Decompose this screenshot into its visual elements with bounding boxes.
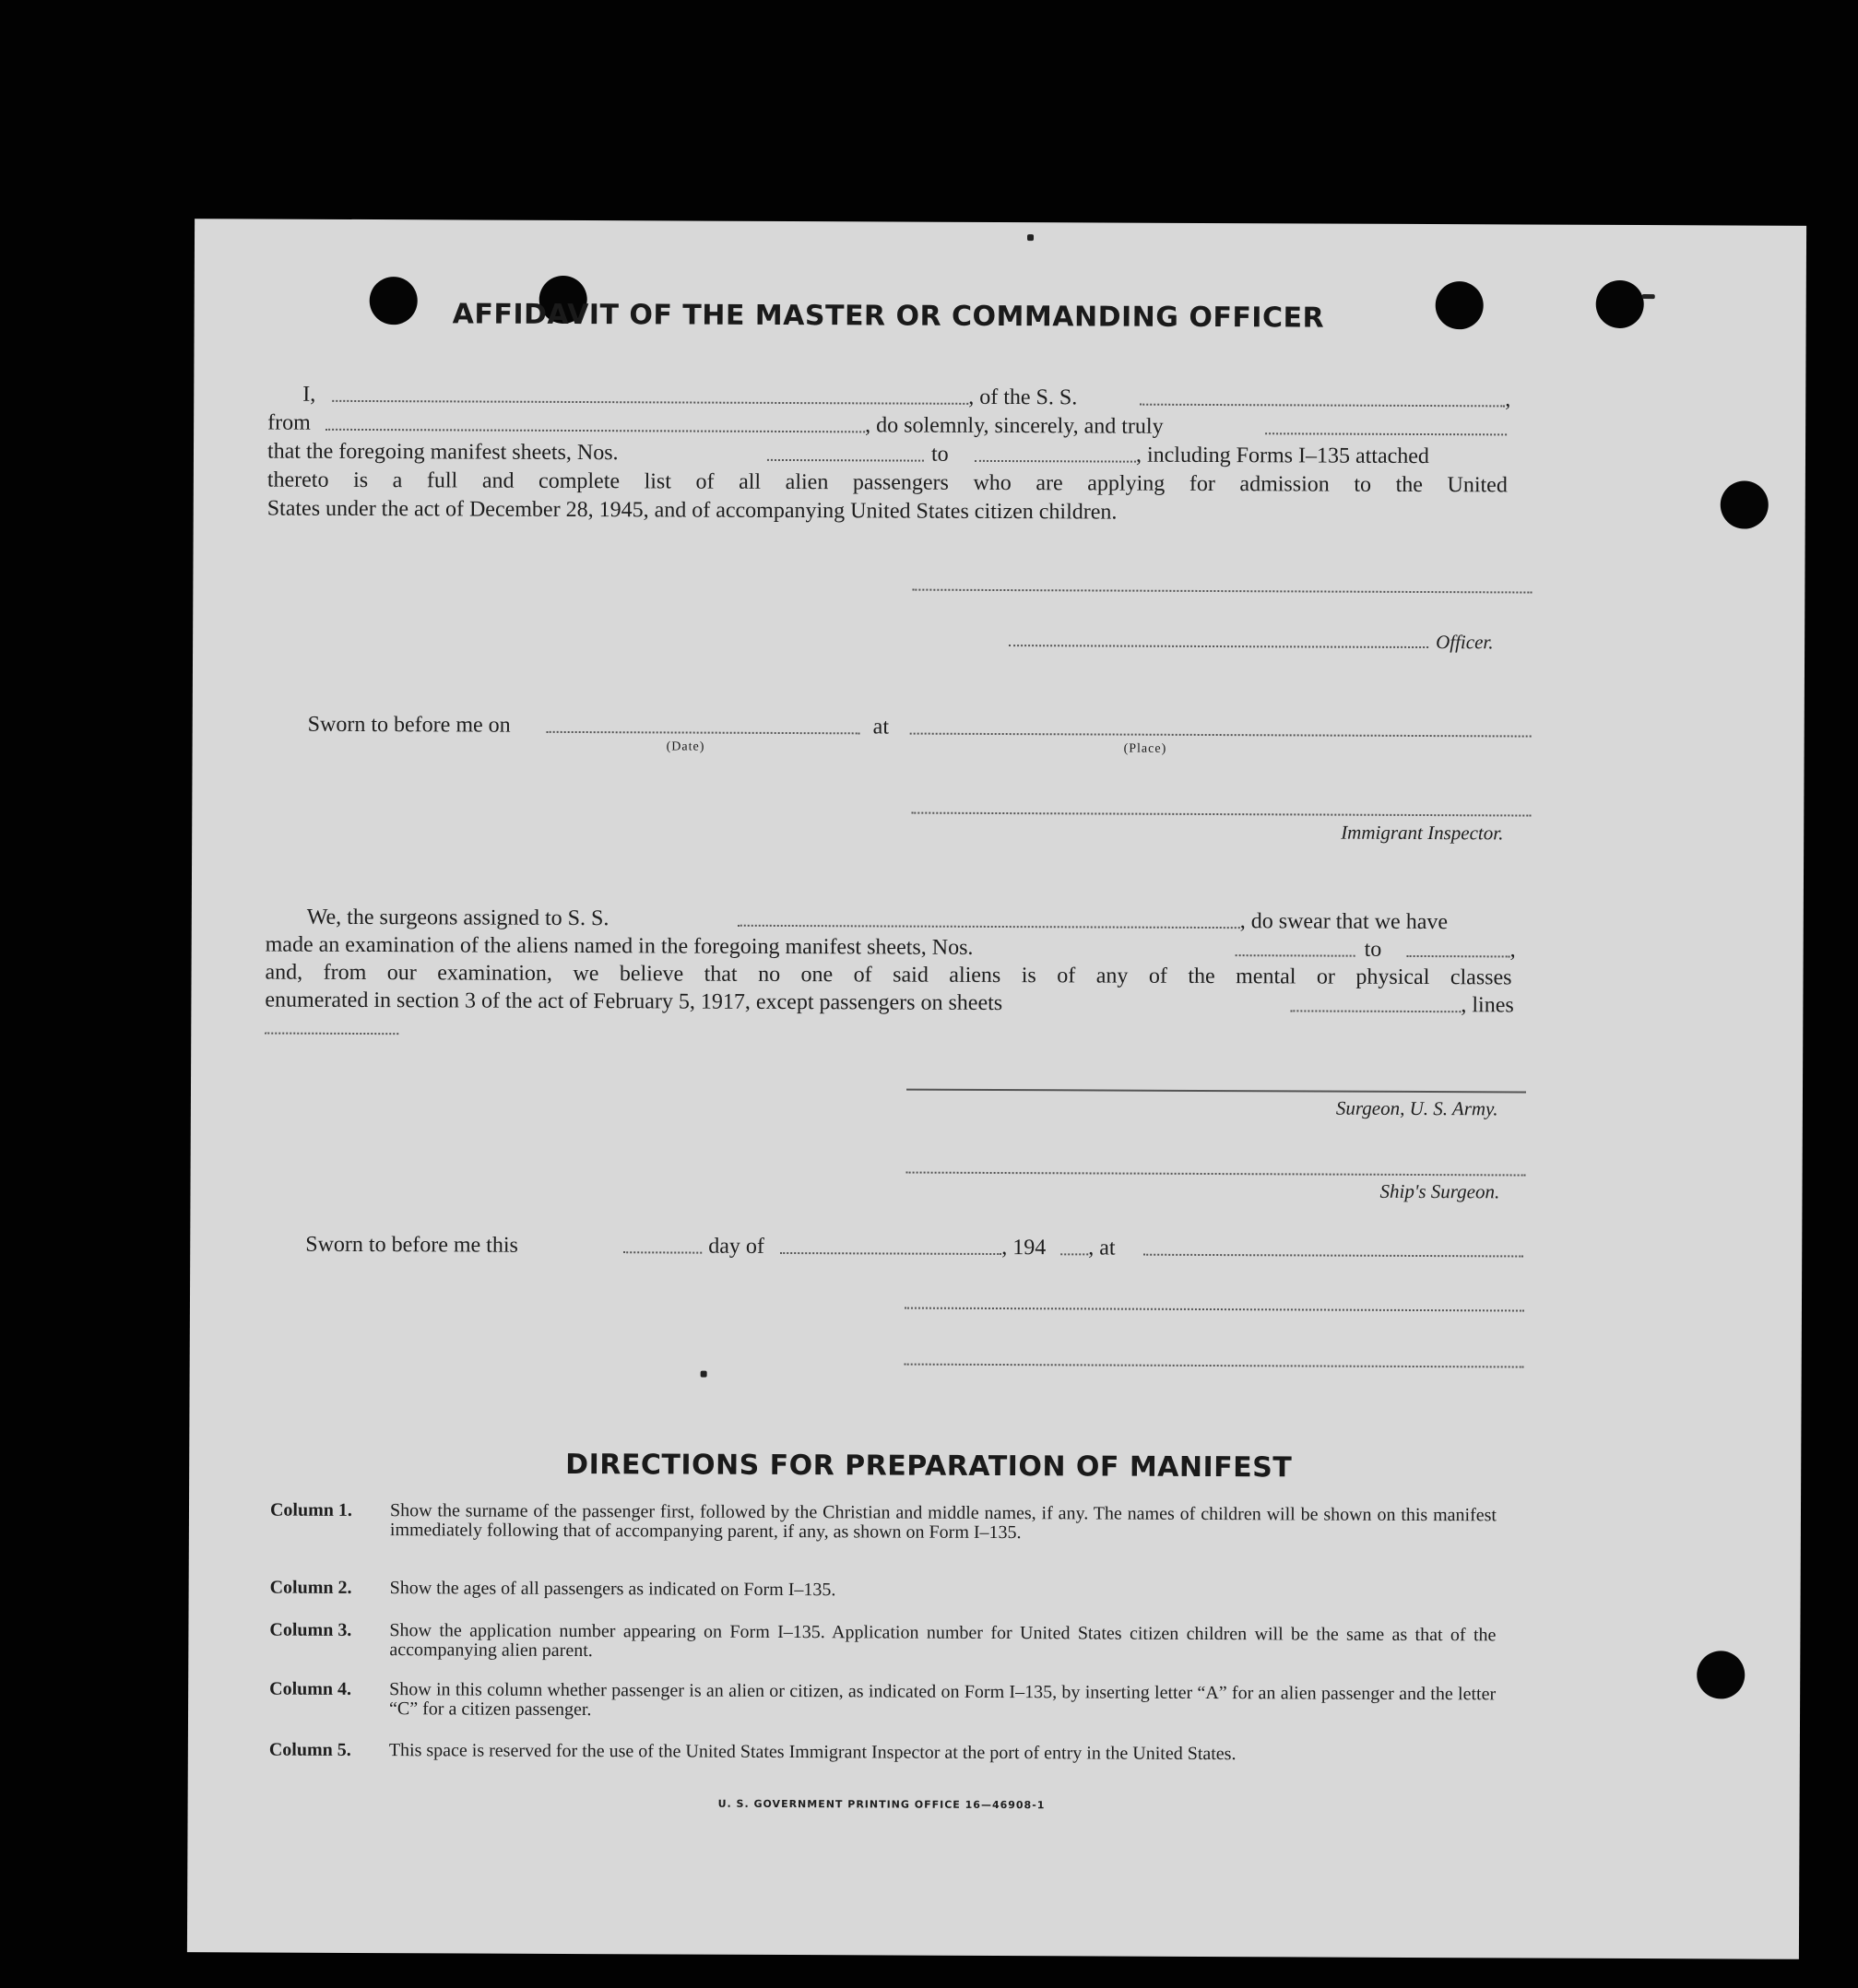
date-label: (Date) xyxy=(666,740,705,754)
column-text: This space is reserved for the use of the United States Immigrant Inspector at the port of entry in the United States. xyxy=(388,1740,1237,1765)
speck xyxy=(701,1371,707,1378)
sworn2-month-field[interactable] xyxy=(780,1252,1001,1255)
sworn1-date-field[interactable] xyxy=(547,731,860,734)
inspector-caption: Immigrant Inspector. xyxy=(1341,821,1504,845)
direction-column-4 xyxy=(269,1680,1514,1726)
direction-column-5 xyxy=(269,1741,1514,1787)
sheets-from-field[interactable] xyxy=(767,459,924,462)
sworn2-place-field[interactable] xyxy=(1143,1254,1523,1258)
sheets-to-field[interactable] xyxy=(975,460,1136,463)
affidavit-line2-mid: , do solemnly, sincerely, and truly xyxy=(865,413,1164,439)
surgeons-line2-to: to xyxy=(1364,937,1382,962)
affidavit-line1-mid: , of the S. S. xyxy=(968,385,1078,410)
punch-hole xyxy=(370,277,418,325)
sworn1-at: at xyxy=(872,715,890,740)
master-name-field[interactable] xyxy=(332,400,968,405)
surgeons-ship-field[interactable] xyxy=(738,925,1240,929)
sworn2-at: , at xyxy=(1088,1236,1116,1260)
column-label: Column 4. xyxy=(269,1678,352,1699)
column-text: Show in this column whether passenger is an alien or citizen, as indicated on Form I–135, by inserting letter “A” for an alien passenger and the letter “C” for a citizen passenger. xyxy=(389,1679,1497,1721)
affidavit-line1-start: I, xyxy=(302,382,316,407)
master-signature-line[interactable] xyxy=(912,589,1532,594)
sworn2-year-field[interactable] xyxy=(1060,1253,1088,1255)
punch-hole xyxy=(1596,280,1644,328)
surgeons-line1-start: We, the surgeons assigned to S. S. xyxy=(306,905,609,931)
punch-hole xyxy=(1697,1651,1745,1698)
affidavit-line3-start: that the foregoing manifest sheets, Nos. xyxy=(266,439,619,466)
surgeons-line2-start: made an examination of the aliens named in the foregoing manifest sheets, Nos. xyxy=(265,932,974,960)
officer-title-line[interactable] xyxy=(1009,645,1428,648)
direction-column-1 xyxy=(270,1501,1515,1568)
directions-title: DIRECTIONS FOR PREPARATION OF MANIFEST xyxy=(565,1448,1293,1485)
column-text: Show the application number appearing on Form I–135. Application number for United States citizen children will be the same as that of the accompanying alien parent. xyxy=(389,1620,1497,1662)
sworn1-place-field[interactable] xyxy=(910,733,1532,738)
affidavit-line2-start: from xyxy=(267,410,311,435)
affidavit-line3-end: , including Forms I–135 attached xyxy=(1135,443,1430,469)
sworn2-year-prefix: , 194 xyxy=(1001,1236,1047,1260)
surgeons-line1-end: , do swear that we have xyxy=(1239,909,1449,935)
ship-name-field[interactable] xyxy=(1140,404,1505,408)
surgeons-sheets-from-field[interactable] xyxy=(1236,954,1355,957)
punch-hole xyxy=(1721,480,1769,528)
direction-column-2 xyxy=(270,1579,1515,1604)
sworn1-text: Sworn to before me on xyxy=(307,712,511,738)
sworn2-day-field[interactable] xyxy=(623,1251,702,1253)
ships-surgeon-caption: Ship's Surgeon. xyxy=(1379,1179,1500,1203)
form-page xyxy=(187,219,1806,1959)
inspector-signature-line[interactable] xyxy=(911,812,1531,817)
army-surgeon-signature-line[interactable] xyxy=(906,1089,1526,1094)
sworn2-text: Sworn to before me this xyxy=(305,1232,518,1258)
solemnly-field[interactable] xyxy=(1265,432,1507,435)
sworn2-title-line[interactable] xyxy=(905,1364,1524,1368)
place-label: (Place) xyxy=(1123,741,1167,756)
column-text: Show the ages of all passengers as indicated on Form I–135. xyxy=(389,1578,836,1601)
affidavit-line5: States under the act of December 28, 1945, and of accompanying United States citizen children. xyxy=(266,496,1118,525)
column-label: Column 2. xyxy=(269,1577,352,1598)
exception-lines-field[interactable] xyxy=(265,1033,398,1035)
surgeons-line4-start: enumerated in section 3 of the act of February 5, 1917, except passengers on sheets xyxy=(265,988,1003,1016)
affidavit-line1-end: , xyxy=(1505,387,1511,412)
surgeons-line3: and, from our examination, we believe that no one of said aliens is of any of the mental or physical classes xyxy=(265,960,1512,990)
column-label: Column 3. xyxy=(269,1619,352,1640)
column-text: Show the surname of the passenger first, followed by the Christian and middle names, if any. The names of children will be shown on this manifest immediately following that of accompanying parent, if any, as shown on Form I–135. xyxy=(389,1500,1497,1544)
surgeons-sheets-to-field[interactable] xyxy=(1407,955,1510,957)
affidavit-title: AFFIDAVIT OF THE MASTER OR COMMANDING OFFICER xyxy=(452,298,1325,335)
officer-caption: Officer. xyxy=(1436,631,1494,654)
column-label: Column 5. xyxy=(268,1739,351,1760)
ships-surgeon-signature-line[interactable] xyxy=(906,1172,1526,1177)
column-label: Column 1. xyxy=(269,1499,352,1521)
from-port-field[interactable] xyxy=(325,429,865,433)
exception-sheets-field[interactable] xyxy=(1290,1010,1461,1012)
sworn2-day-of: day of xyxy=(708,1234,764,1259)
surgeons-line4-end: , lines xyxy=(1461,993,1514,1018)
speck xyxy=(1642,294,1655,299)
punch-hole xyxy=(1436,281,1484,329)
affidavit-line3-to: to xyxy=(930,442,949,467)
surgeons-line2-end: , xyxy=(1509,938,1516,963)
printing-office-footer: U. S. GOVERNMENT PRINTING OFFICE 16—46908-1 xyxy=(717,1797,1046,1812)
direction-column-3 xyxy=(269,1621,1514,1667)
sworn2-signature-line[interactable] xyxy=(905,1308,1524,1312)
army-surgeon-caption: Surgeon, U. S. Army. xyxy=(1335,1096,1498,1120)
speck xyxy=(1027,234,1034,241)
affidavit-line4: thereto is a full and complete list of all alien passengers who are applying for admission to the United xyxy=(266,467,1508,498)
